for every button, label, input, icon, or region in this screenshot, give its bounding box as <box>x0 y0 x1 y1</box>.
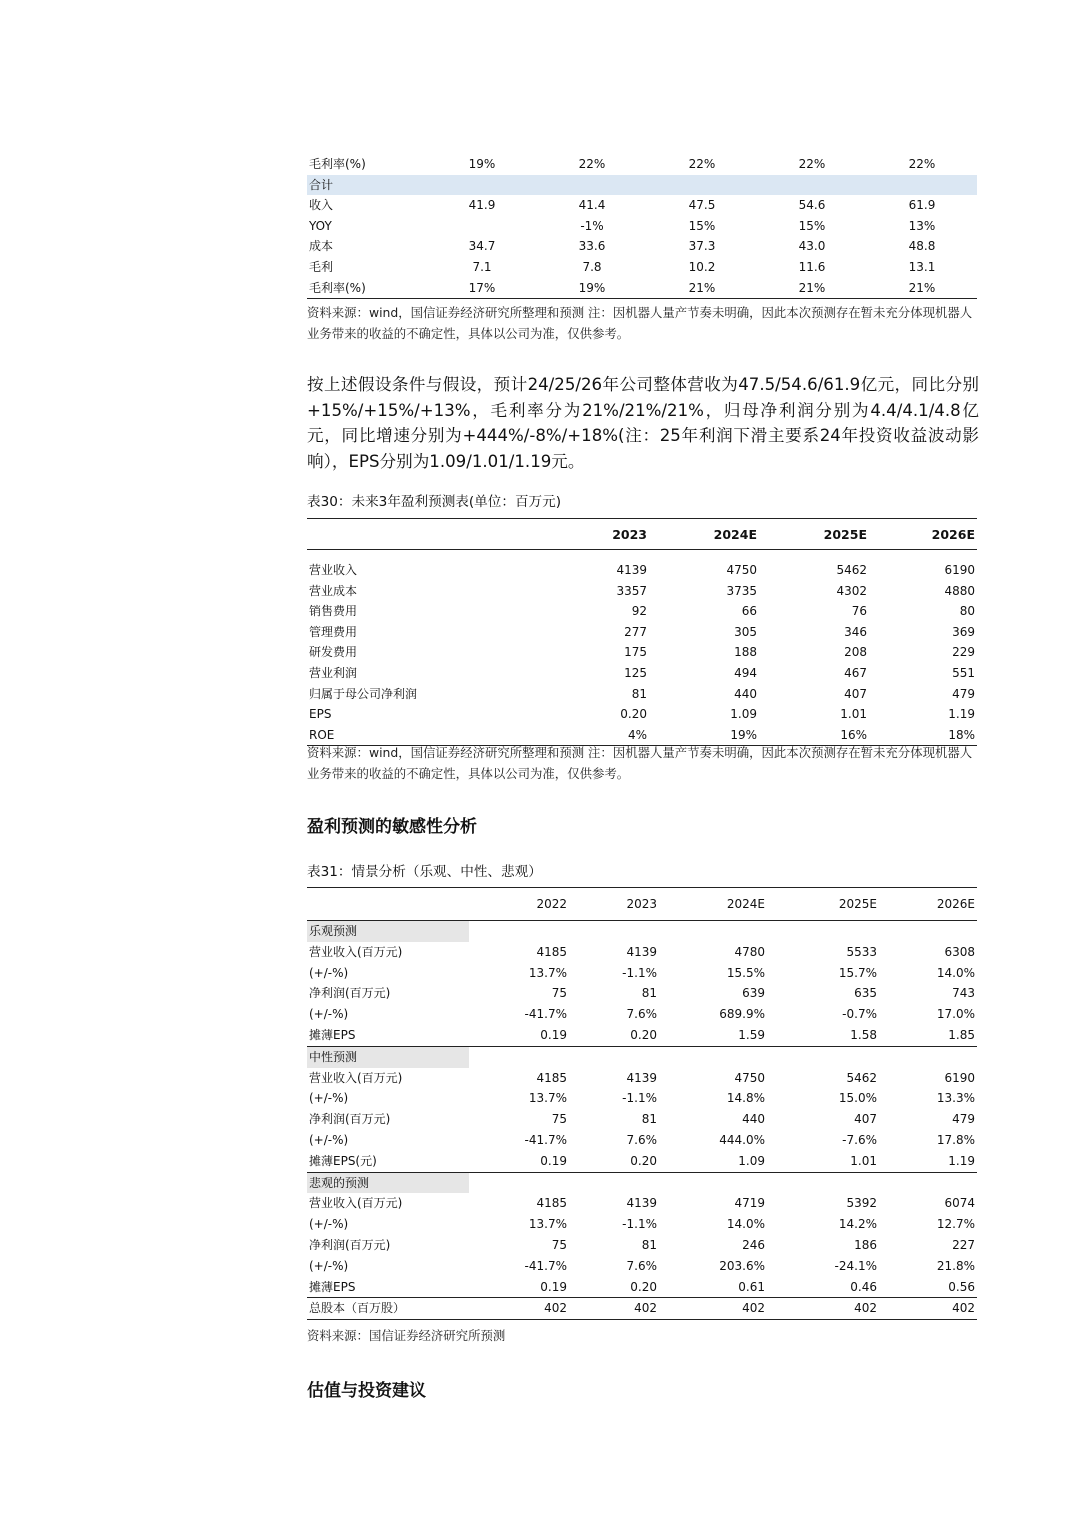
column-header <box>307 888 469 921</box>
forecast-paragraph: 按上述假设条件与假设，预计24/25/26年公司整体营收为47.5/54.6/61.9亿元，同比分别+15%/+15%/+13%，毛利率分为21%/21%/21%，归母净利润分别为4.4/4.1/4.8亿元，同比增速分别为+444%/-8%/+18%(注：25年利润下滑主要系24年投资收益波动影响），EPS分别为1.09/1.01/1.19元。 <box>307 375 979 471</box>
table-cell: 17% <box>427 278 537 299</box>
table-cell: 4139 <box>626 1070 657 1085</box>
table-cell: 81 <box>641 1237 657 1252</box>
row-label: 毛利 <box>309 259 334 274</box>
table-cell: 4% <box>521 725 649 746</box>
row-label: YOY <box>309 218 332 233</box>
table-cell: 277 <box>624 624 647 639</box>
table-cell: 479 <box>952 686 975 701</box>
table-cell: 19% <box>649 725 759 746</box>
table-cell: 4185 <box>536 944 567 959</box>
row-label: ROE <box>307 725 521 746</box>
table-cell: 229 <box>952 645 975 660</box>
table-cell: 22% <box>908 157 936 171</box>
table-cell: 1.09 <box>738 1153 765 1168</box>
table-row <box>307 1068 977 1089</box>
table-cell: 17.8% <box>936 1132 975 1147</box>
table-cell: 1.19 <box>948 707 975 722</box>
row-label: 净利润(百万元) <box>309 986 391 1001</box>
table-cell: 346 <box>844 624 867 639</box>
table-row <box>307 1088 977 1109</box>
table-row <box>307 684 977 705</box>
table-row <box>307 560 977 581</box>
table-cell: 19% <box>537 278 647 299</box>
table-cell: 19% <box>468 157 496 171</box>
row-label: 收入 <box>309 198 334 213</box>
table-cell: 4139 <box>626 944 657 959</box>
row-label: 归属于母公司净利润 <box>309 686 418 701</box>
table-cell: 22% <box>798 157 826 171</box>
table-cell: -1.1% <box>622 1091 657 1106</box>
table-cell: 440 <box>734 686 757 701</box>
table-cell: 37.3 <box>688 239 716 254</box>
table1-source-note: 资料来源：wind，国信证券经济研究所整理和预测 注：因机器人量产节奏未明确，因此本次预测存在暂未充分体现机器人业务带来的收益的不确定性，具体以公司为准，仅供参考。 <box>307 305 973 341</box>
table-row <box>307 154 977 175</box>
row-label: 管理费用 <box>309 624 358 639</box>
table-cell: 34.7 <box>468 239 496 254</box>
table-cell: 16% <box>759 725 869 746</box>
table-cell: 7.6% <box>626 1258 657 1273</box>
table-row <box>307 1004 977 1025</box>
table-cell: 7.6% <box>626 1007 657 1022</box>
table-cell: 92 <box>631 604 647 619</box>
table-cell: 0.46 <box>850 1279 877 1294</box>
column-header <box>307 519 521 550</box>
table-cell: 81 <box>631 686 647 701</box>
table-cell: 43.0 <box>798 239 826 254</box>
table-cell: 1.01 <box>840 707 867 722</box>
row-label: 营业利润 <box>309 665 358 680</box>
row-label: 营业收入(百万元) <box>309 944 403 959</box>
row-label: EPS <box>309 707 332 722</box>
table-row <box>307 642 977 663</box>
table-cell: 4750 <box>726 563 757 577</box>
table-cell: 21% <box>757 278 867 299</box>
section-title-valuation: 估值与投资建议 <box>307 1381 426 1401</box>
table-cell: 15.0% <box>838 1091 877 1106</box>
table-cell: 4302 <box>836 583 867 598</box>
table-row <box>307 216 977 237</box>
table-cell: 444.0% <box>719 1132 765 1147</box>
table-cell: 18% <box>869 725 977 746</box>
table-cell: 33.6 <box>578 239 606 254</box>
table-cell: 1.59 <box>738 1027 765 1042</box>
table-cell: 21% <box>647 278 757 299</box>
table-cell: 15.7% <box>838 965 877 980</box>
table-cell: 75 <box>551 1237 567 1252</box>
table-cell: 1.01 <box>850 1153 877 1168</box>
table-cell: 186 <box>854 1237 877 1252</box>
table-row <box>307 581 977 602</box>
table2-caption: 表30：未来3年盈利预测表(单位：百万元) <box>307 494 562 510</box>
row-label: (+/-%) <box>309 1258 349 1273</box>
table2-source-note: 资料来源：wind，国信证券经济研究所整理和预测 注：因机器人量产节奏未明确，因此本次预测存在暂未充分体现机器人业务带来的收益的不确定性，具体以公司为准，仅供参考。 <box>307 745 973 781</box>
table-cell: 13% <box>908 218 936 233</box>
table-row <box>307 942 977 963</box>
table-cell: 208 <box>844 645 867 660</box>
table-cell: 47.5 <box>688 198 716 213</box>
table-cell: 7.6% <box>626 1132 657 1147</box>
row-label: 成本 <box>309 239 334 254</box>
table-row <box>307 1256 977 1277</box>
table-cell: 5392 <box>846 1196 877 1211</box>
table-cell: 743 <box>952 986 975 1001</box>
table-cell: 3735 <box>726 583 757 598</box>
table-row <box>307 1277 977 1298</box>
row-label: 总股本（百万股） <box>307 1298 469 1320</box>
table-cell: 402 <box>879 1298 977 1320</box>
table-cell: 6190 <box>944 1070 975 1085</box>
column-header: 2023 <box>569 888 659 921</box>
table-cell: 14.0% <box>936 965 975 980</box>
table-cell: 479 <box>952 1112 975 1127</box>
table-row <box>307 1130 977 1151</box>
table-cell: 7.8 <box>582 259 602 274</box>
row-label: 净利润(百万元) <box>309 1112 391 1127</box>
table-cell: 4139 <box>626 1196 657 1211</box>
row-label: 毛利率(%) <box>307 278 427 299</box>
row-label: 毛利率(%) <box>309 157 366 171</box>
table-cell: 81 <box>641 1112 657 1127</box>
row-label: 摊薄EPS(元) <box>309 1153 377 1168</box>
table-cell: 0.20 <box>630 1153 657 1168</box>
table-cell <box>427 175 537 196</box>
table-cell: 246 <box>742 1237 765 1252</box>
table-cell: 4750 <box>734 1070 765 1085</box>
table-cell: 0.20 <box>620 707 647 722</box>
column-header: 2026E <box>869 519 977 550</box>
row-label: (+/-%) <box>309 1217 349 1232</box>
table-cell: 0.20 <box>630 1027 657 1042</box>
table-cell: 175 <box>624 645 647 660</box>
table-cell: 4780 <box>734 944 765 959</box>
table-cell: 402 <box>469 1298 569 1320</box>
table-cell: 635 <box>854 986 877 1001</box>
table3-source-note: 资料来源：国信证券经济研究所预测 <box>307 1328 506 1343</box>
table-cell: 21% <box>867 278 977 299</box>
table-cell: 203.6% <box>719 1258 765 1273</box>
table-cell: 75 <box>551 986 567 1001</box>
table-cell: 639 <box>742 986 765 1001</box>
column-header: 2023 <box>521 519 649 550</box>
table-header-row <box>307 519 977 550</box>
row-label: (+/-%) <box>309 1091 349 1106</box>
table-cell: -7.6% <box>842 1132 877 1147</box>
table-row <box>307 257 977 278</box>
row-label: 营业成本 <box>309 583 358 598</box>
table-cell: 22% <box>688 157 716 171</box>
row-label: (+/-%) <box>309 1007 349 1022</box>
row-label: 营业收入(百万元) <box>309 1070 403 1085</box>
column-header: 2024E <box>659 888 767 921</box>
scenario-analysis-table <box>307 887 977 1320</box>
scenario-section-row <box>307 1046 977 1067</box>
table-cell: 1.19 <box>948 1153 975 1168</box>
scenario-title: 中性预测 <box>307 1046 469 1067</box>
column-header: 2025E <box>759 519 869 550</box>
table-cell: -1.1% <box>622 965 657 980</box>
table-cell: 305 <box>734 624 757 639</box>
table-cell: 551 <box>952 665 975 680</box>
scenario-section-row <box>307 921 977 942</box>
table-cell: 369 <box>952 624 975 639</box>
table-cell: 5462 <box>836 563 867 577</box>
table-cell: 0.19 <box>540 1279 567 1294</box>
table-cell: 4719 <box>734 1196 765 1211</box>
row-label: 销售费用 <box>309 604 358 619</box>
table-row <box>307 983 977 1004</box>
table-cell: 4139 <box>616 563 647 577</box>
row-label: 研发费用 <box>309 645 358 660</box>
column-header: 2024E <box>649 519 759 550</box>
table-cell: 6308 <box>944 944 975 959</box>
total-shares-row <box>307 1298 977 1320</box>
table-cell: 0.19 <box>540 1153 567 1168</box>
row-label: 合计 <box>307 175 427 196</box>
table-row <box>307 663 977 684</box>
row-label: 营业收入 <box>309 563 358 577</box>
table-cell: 4880 <box>944 583 975 598</box>
table-cell: 13.7% <box>528 1217 567 1232</box>
table-cell: 76 <box>851 604 867 619</box>
table-cell: 4185 <box>536 1196 567 1211</box>
table-cell <box>427 216 537 237</box>
table-cell: 440 <box>742 1112 765 1127</box>
table-cell: 15% <box>798 218 826 233</box>
table-cell: 81 <box>641 986 657 1001</box>
table-cell: 14.2% <box>838 1217 877 1232</box>
table-cell: 494 <box>734 665 757 680</box>
table-cell: 402 <box>767 1298 879 1320</box>
table-cell: 13.7% <box>528 1091 567 1106</box>
table-cell: 689.9% <box>719 1007 765 1022</box>
table-cell: 402 <box>569 1298 659 1320</box>
row-label: 摊薄EPS <box>309 1027 356 1042</box>
table-cell: 14.8% <box>726 1091 765 1106</box>
table-cell: 1.85 <box>948 1027 975 1042</box>
table-row <box>307 1025 977 1046</box>
table-header-row <box>307 888 977 921</box>
table-cell: 80 <box>959 604 975 619</box>
table-cell: 0.19 <box>540 1027 567 1042</box>
table-cell: 13.7% <box>528 965 567 980</box>
table-row <box>307 1235 977 1256</box>
table-cell: 1.58 <box>850 1027 877 1042</box>
column-header: 2025E <box>767 888 879 921</box>
table-cell <box>537 175 647 196</box>
table-cell: 15% <box>688 218 716 233</box>
table-row <box>307 278 977 299</box>
table-cell <box>757 175 867 196</box>
table-row <box>307 704 977 725</box>
column-header: 2026E <box>879 888 977 921</box>
table3-caption: 表31：情景分析（乐观、中性、悲观） <box>307 864 542 880</box>
table-cell: 125 <box>624 665 647 680</box>
table-cell: 41.4 <box>578 198 606 213</box>
table-cell: 4185 <box>536 1070 567 1085</box>
table-cell: 12.7% <box>936 1217 975 1232</box>
table-cell: -24.1% <box>834 1258 877 1273</box>
row-label: 营业收入(百万元) <box>309 1196 403 1211</box>
table-cell: 66 <box>741 604 757 619</box>
table-cell: 5533 <box>846 944 877 959</box>
scenario-title: 乐观预测 <box>307 921 469 942</box>
row-label: (+/-%) <box>309 1132 349 1147</box>
table-cell: 22% <box>578 157 606 171</box>
table-row <box>307 1214 977 1235</box>
table-cell: 467 <box>844 665 867 680</box>
table-cell: -0.7% <box>842 1007 877 1022</box>
table-cell: 407 <box>844 686 867 701</box>
table-row <box>307 175 977 196</box>
table-cell: 14.0% <box>726 1217 765 1232</box>
table-row <box>307 622 977 643</box>
table-cell: 1.09 <box>730 707 757 722</box>
table-cell: -1.1% <box>622 1217 657 1232</box>
table-cell: 6074 <box>944 1196 975 1211</box>
table-cell: -1% <box>580 218 604 233</box>
profit-forecast-table <box>307 518 977 746</box>
table-cell: -41.7% <box>524 1007 567 1022</box>
table-row <box>307 1109 977 1130</box>
table-cell: 0.20 <box>630 1279 657 1294</box>
table-row <box>307 1193 977 1214</box>
table-cell: 7.1 <box>472 259 492 274</box>
segment-forecast-table <box>307 154 977 299</box>
table-cell: 0.56 <box>948 1279 975 1294</box>
table-cell: -41.7% <box>524 1132 567 1147</box>
table-cell: 3357 <box>616 583 647 598</box>
scenario-section-row <box>307 1172 977 1193</box>
scenario-title: 悲观的预测 <box>307 1172 469 1193</box>
table-cell: 21.8% <box>936 1258 975 1273</box>
table-cell <box>867 175 977 196</box>
row-label: (+/-%) <box>309 965 349 980</box>
table-row <box>307 1151 977 1172</box>
table-cell: 75 <box>551 1112 567 1127</box>
table-cell: 0.61 <box>738 1279 765 1294</box>
column-header: 2022 <box>469 888 569 921</box>
table-cell: 17.0% <box>936 1007 975 1022</box>
table-cell: 5462 <box>846 1070 877 1085</box>
table-cell: 54.6 <box>798 198 826 213</box>
table-cell: -41.7% <box>524 1258 567 1273</box>
table-cell: 227 <box>952 1237 975 1252</box>
table-cell: 48.8 <box>908 239 936 254</box>
table-cell: 61.9 <box>908 198 936 213</box>
table-cell: 13.3% <box>936 1091 975 1106</box>
table-row <box>307 963 977 984</box>
table-cell: 11.6 <box>798 259 826 274</box>
table-cell: 188 <box>734 645 757 660</box>
table-cell: 15.5% <box>726 965 765 980</box>
row-label: 净利润(百万元) <box>309 1237 391 1252</box>
table-cell: 41.9 <box>468 198 496 213</box>
row-label: 摊薄EPS <box>309 1279 356 1294</box>
table-cell: 6190 <box>944 563 975 577</box>
table-row <box>307 601 977 622</box>
table-cell: 13.1 <box>908 259 936 274</box>
section-title-sensitivity: 盈利预测的敏感性分析 <box>307 817 477 837</box>
table-cell: 10.2 <box>688 259 716 274</box>
table-row <box>307 236 977 257</box>
table-cell: 402 <box>659 1298 767 1320</box>
table-row <box>307 195 977 216</box>
table-cell: 407 <box>854 1112 877 1127</box>
table-cell <box>647 175 757 196</box>
